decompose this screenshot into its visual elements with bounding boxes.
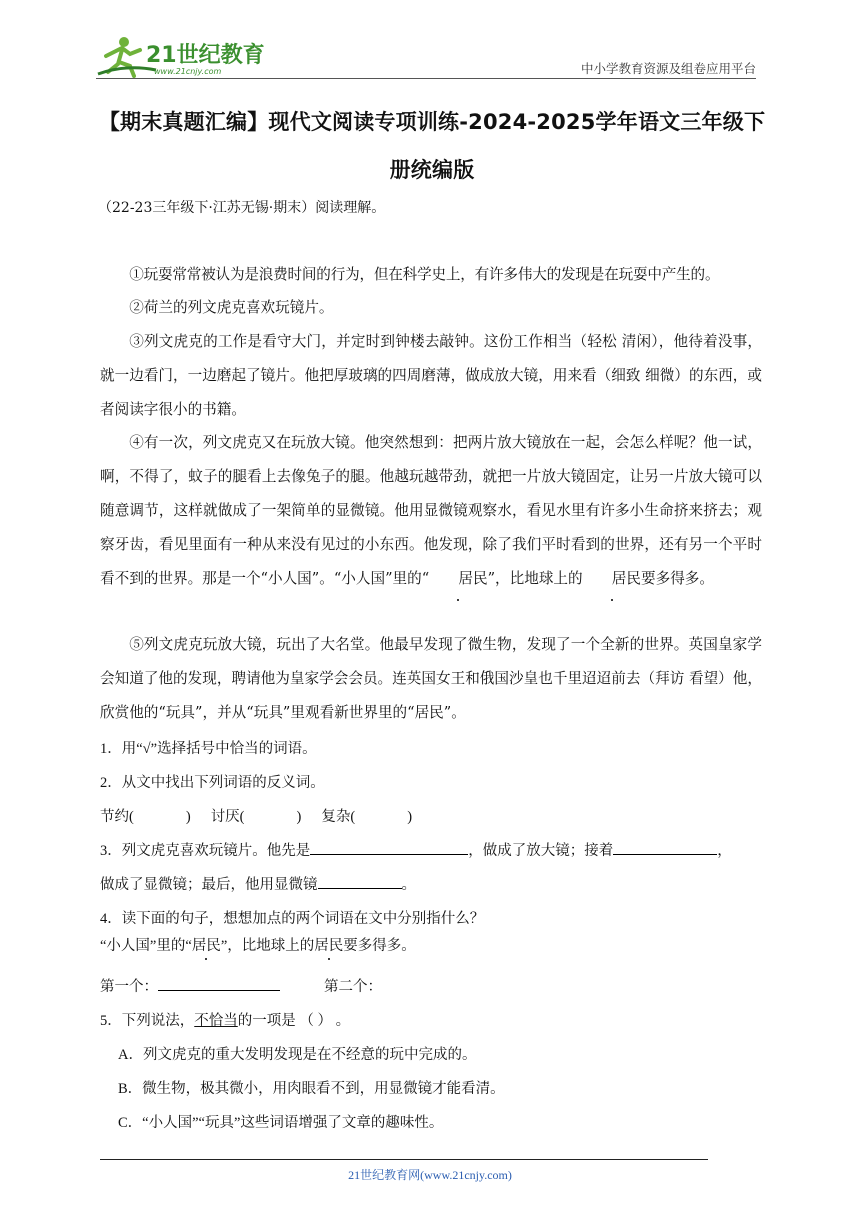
word-item: ) (185, 809, 191, 825)
question-text: ， (717, 843, 732, 859)
passage-paragraph-2: ②荷兰的列文虎克喜欢玩镜片。 (129, 299, 334, 316)
dotted-word-resident-2: 居民 (583, 562, 641, 596)
question-text: ，做成了放大镜；接着 (468, 843, 614, 859)
option-b[interactable]: B．微生物，极其微小，用肉眼看不到，用显微镜才能看清。 (118, 1081, 505, 1097)
answer-label-second: 第二个： (324, 979, 382, 995)
word-item: 节约( (100, 809, 134, 825)
passage-text: ”，比地球上的 (487, 570, 583, 587)
svg-text:www.21cnjy.com: www.21cnjy.com (154, 67, 222, 76)
answer-blank[interactable] (318, 874, 402, 889)
sentence-text: “小人国”里的“ (100, 938, 192, 954)
passage-text: ④有一次，列文虎克又在玩放大镜。他突然想到：把两片放大镜放在一起，会怎么样呢？他一试，啊，不得了，蚊子的腿看上去像兔子的腿。他越玩越带劲，就把一片放大镜固定，让另一片放大镜可以随意调节，这样就做成了一架简单的显微镜。他用显微镜观察水，看见水里有许多小生命挤来挤去；观察牙齿，看见里面有一种从来没有见过的小东西。他发现，除了我们平时看到的世界，还有另一个平时看不到的世界。那是一个“小人国”。“小人国”里的“ (100, 434, 762, 587)
question-3-line1 (100, 839, 732, 860)
passage-paragraph-4 (100, 426, 762, 596)
question-text: 的一项是 （ ） 。 (237, 1013, 351, 1029)
answer-label-first: 第一个： (100, 979, 158, 995)
option-c[interactable]: C．“小人国”“玩具”这些词语增强了文章的趣味性。 (118, 1115, 444, 1131)
dotted-word-resident-2: 居民 (314, 934, 343, 955)
header-platform-text: 中小学教育资源及组卷应用平台 (580, 62, 756, 76)
question-text: 3．列文虎克喜欢玩镜片。他先是 (100, 843, 311, 859)
question-2-words (100, 805, 412, 826)
dotted-word-resident-1: 居民 (192, 934, 221, 955)
sentence-text: ”，比地球上的 (220, 938, 315, 954)
passage-paragraph-5: ⑤列文虎克玩放大镜，玩出了大名堂。他最早发现了微生物，发现了一个全新的世界。英国皇家学会知道了他的发现，聘请他为皇家学会会员。连英国女王和俄国沙皇也千里迢迢前去（拜访 看望）他，欣赏他的“玩具”，并从“玩具”里观看新世界里的“居民”。 (100, 636, 762, 721)
header-divider (96, 78, 756, 79)
source-note: （22-23三年级下·江苏无锡·期末）阅读理解。 (98, 200, 386, 216)
answer-blank[interactable] (613, 840, 717, 855)
option-a[interactable]: A．列文虎克的重大发明发现是在不经意的玩中完成的。 (118, 1047, 477, 1063)
passage-paragraph-1: ①玩耍常常被认为是浪费时间的行为，但在科学史上，有许多伟大的发现是在玩耍中产生的。 (129, 266, 720, 283)
page-title-line2: 册统编版 (389, 158, 475, 182)
question-5 (100, 1009, 350, 1030)
question-3-line2 (100, 873, 416, 894)
question-2: 2．从文中找出下列词语的反义词。 (100, 775, 325, 791)
passage-text: 要多得多。 (641, 570, 714, 587)
underlined-word: 不恰当 (194, 1013, 238, 1029)
answer-blank[interactable] (158, 976, 280, 991)
word-item: ) (407, 809, 413, 825)
page-title-line1: 【期末真题汇编】现代文阅读专项训练-2024-2025学年语文三年级下 (98, 110, 766, 134)
logo (96, 34, 266, 78)
sentence-text: 要多得多。 (343, 938, 416, 954)
question-4-sentence (100, 934, 416, 955)
question-1: 1．用“√”选择括号中恰当的词语。 (100, 741, 317, 757)
logo-runner-icon (96, 34, 266, 78)
passage-paragraph-3: ③列文虎克的工作是看守大门，并定时到钟楼去敲钟。这份工作相当（轻松 清闲），他待着没事，就一边看门，一边磨起了镜片。他把厚玻璃的四周磨薄，做成放大镜，用来看（细致 细微）的东西，或者阅读字很小的书籍。 (100, 333, 762, 418)
word-item: 复杂( (321, 809, 356, 825)
question-text: 。 (401, 877, 416, 893)
svg-text:21世纪教育: 21世纪教育 (146, 43, 265, 68)
footer-link[interactable]: 21世纪教育网(www.21cnjy.com) (348, 1168, 512, 1182)
question-text: 做成了显微镜；最后，他用显微镜 (100, 877, 318, 893)
dotted-word-resident-1: 居民 (429, 562, 487, 596)
question-4-answers (100, 975, 382, 996)
word-item: 讨厌( (210, 809, 245, 825)
footer-divider (100, 1159, 708, 1160)
word-item: ) (296, 809, 302, 825)
question-4: 4．读下面的句子，想想加点的两个词语在文中分别指什么？ (100, 911, 485, 927)
question-text: 5．下列说法， (100, 1013, 195, 1029)
answer-blank[interactable] (310, 840, 468, 855)
